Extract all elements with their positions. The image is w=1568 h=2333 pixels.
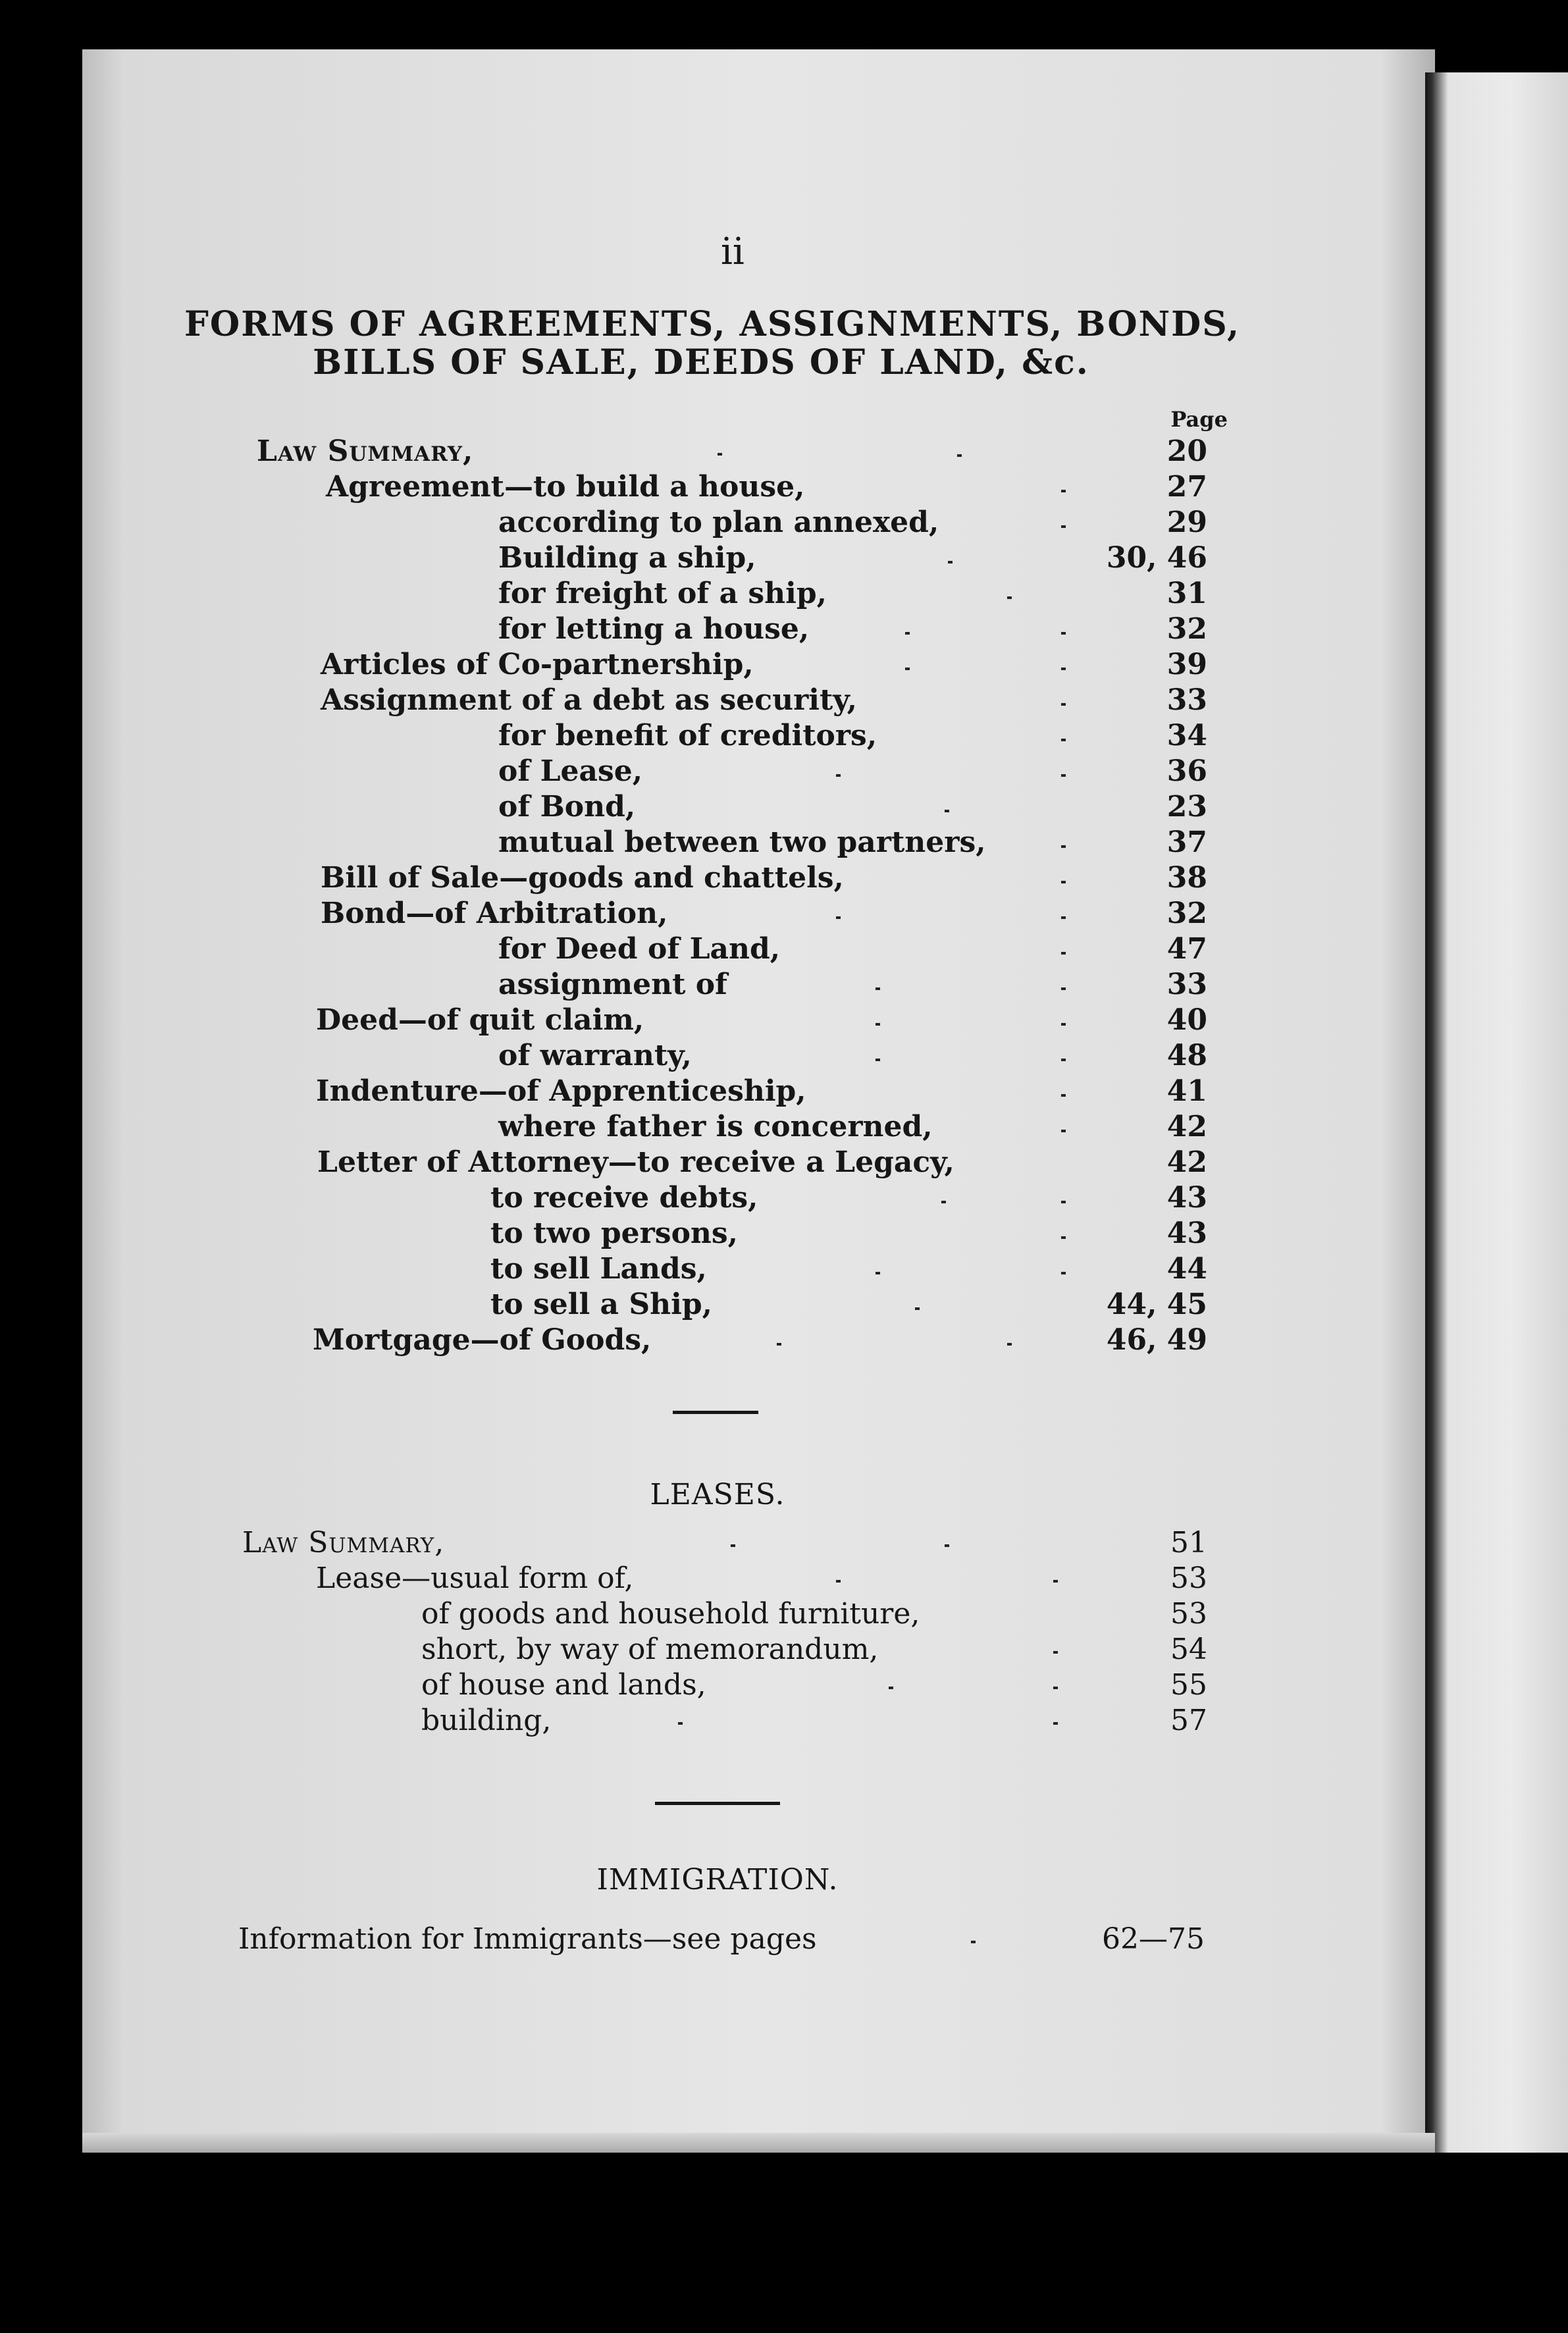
entry-label: Lease—usual form of, — [316, 1561, 634, 1595]
toc-entry — [0, 434, 1568, 470]
entry-label: mutual between two partners, — [498, 826, 986, 859]
entry-page: 32 — [1166, 897, 1207, 930]
entry-label: of Lease, — [498, 754, 643, 788]
entry-label: Assignment of a debt as security, — [321, 683, 857, 717]
entry-label: Information for Immigrants—see pages — [238, 1922, 817, 1956]
toc-entry — [0, 541, 1568, 577]
toc-entry — [0, 897, 1568, 932]
entry-page: 31 — [1166, 577, 1207, 610]
page-column-header: Page — [1170, 407, 1228, 432]
toc-entry — [0, 754, 1568, 790]
toc-entry — [0, 1668, 1568, 1704]
entry-page: 51 — [1170, 1526, 1207, 1560]
entry-page: 29 — [1166, 506, 1207, 539]
entry-label: Articles of Co-partnership, — [321, 648, 754, 681]
toc-entry — [0, 1252, 1568, 1288]
entry-page: 46, 49 — [1106, 1323, 1207, 1357]
toc-entry — [0, 719, 1568, 754]
entry-page: 44, 45 — [1106, 1288, 1207, 1321]
entry-page: 33 — [1166, 683, 1207, 717]
entry-page: 37 — [1166, 826, 1207, 859]
toc-entry — [0, 790, 1568, 826]
toc-entry — [0, 683, 1568, 719]
entry-page: 44 — [1166, 1252, 1207, 1286]
entry-page: 30, 46 — [1106, 541, 1207, 575]
entry-label: where father is concerned, — [498, 1110, 933, 1143]
toc-entry — [0, 1323, 1568, 1359]
page-bottom-shadow — [82, 2133, 1435, 2153]
entry-label: short, by way of memorandum, — [421, 1633, 879, 1666]
entry-page: 20 — [1166, 434, 1207, 468]
entry-label: for benefit of creditors, — [498, 719, 877, 752]
entry-page: 33 — [1166, 968, 1207, 1001]
toc-entry — [0, 1597, 1568, 1633]
toc-entry — [0, 826, 1568, 861]
section-title-line-2: BILLS OF SALE, DEEDS OF LAND, &c. — [313, 342, 1089, 382]
entry-label: Deed—of quit claim, — [316, 1003, 644, 1037]
entry-page: 42 — [1166, 1145, 1207, 1179]
entry-label: of warranty, — [498, 1039, 692, 1072]
entry-label: Law Summary, — [242, 1526, 445, 1560]
toc-entry — [0, 506, 1568, 541]
entry-page: 53 — [1170, 1561, 1207, 1595]
entry-page: 54 — [1170, 1633, 1207, 1666]
entry-page: 32 — [1166, 612, 1207, 646]
toc-entry — [0, 861, 1568, 897]
entry-label: Indenture—of Apprenticeship, — [316, 1074, 806, 1108]
entry-label: assignment of — [498, 968, 727, 1001]
entry-label: of goods and household furniture, — [421, 1597, 920, 1631]
toc-entry — [0, 1922, 1568, 1958]
entry-label: Mortgage—of Goods, — [313, 1323, 652, 1357]
entry-label: of Bond, — [498, 790, 636, 824]
toc-entry — [0, 1633, 1568, 1668]
section-title-line-1: FORMS OF AGREEMENTS, ASSIGNMENTS, BONDS, — [184, 304, 1241, 344]
toc-entry — [0, 1181, 1568, 1217]
toc-entry — [0, 1217, 1568, 1252]
entry-page: 43 — [1166, 1181, 1207, 1215]
toc-entry — [0, 932, 1568, 968]
entry-label: to two persons, — [490, 1217, 738, 1250]
entry-page: 23 — [1166, 790, 1207, 824]
entry-page: 48 — [1166, 1039, 1207, 1072]
entry-label: Letter of Attorney—to receive a Legacy, — [317, 1145, 954, 1179]
entry-label: Law Summary, — [257, 434, 474, 468]
entry-page: 39 — [1166, 648, 1207, 681]
toc-entry — [0, 612, 1568, 648]
entry-page: 41 — [1166, 1074, 1207, 1108]
toc-entry — [0, 470, 1568, 506]
entry-label: for letting a house, — [498, 612, 810, 646]
toc-entry — [0, 1288, 1568, 1323]
entry-page: 55 — [1170, 1668, 1207, 1702]
leases-heading: LEASES. — [650, 1478, 785, 1511]
toc-entry — [0, 1074, 1568, 1110]
toc-entry — [0, 577, 1568, 612]
toc-entry — [0, 1145, 1568, 1181]
toc-entry — [0, 1003, 1568, 1039]
section-divider — [673, 1411, 758, 1414]
entry-label: building, — [421, 1704, 552, 1737]
entry-label: for Deed of Land, — [498, 932, 781, 966]
entry-label: according to plan annexed, — [498, 506, 939, 539]
entry-page: 38 — [1166, 861, 1207, 895]
entry-label: to sell a Ship, — [490, 1288, 712, 1321]
entry-page: 42 — [1166, 1110, 1207, 1143]
entry-page: 40 — [1166, 1003, 1207, 1037]
entry-page: 43 — [1166, 1217, 1207, 1250]
immigration-heading: IMMIGRATION. — [596, 1863, 839, 1897]
entry-label: of house and lands, — [421, 1668, 706, 1702]
toc-entry — [0, 1039, 1568, 1074]
toc-entry — [0, 1526, 1568, 1561]
entry-label: Bond—of Arbitration, — [321, 897, 668, 930]
entry-label: Agreement—to build a house, — [326, 470, 805, 504]
entry-page: 36 — [1166, 754, 1207, 788]
entry-page: 27 — [1166, 470, 1207, 504]
section-divider — [655, 1802, 780, 1805]
entry-page: 47 — [1166, 932, 1207, 966]
toc-entry — [0, 1561, 1568, 1597]
page-number: ii — [721, 230, 745, 273]
entry-label: Building a ship, — [498, 541, 756, 575]
entry-page: 34 — [1166, 719, 1207, 752]
entry-label: for freight of a ship, — [498, 577, 827, 610]
toc-entry — [0, 1704, 1568, 1739]
entry-label: Bill of Sale—goods and chattels, — [321, 861, 844, 895]
entry-label: to receive debts, — [490, 1181, 758, 1215]
entry-page: 57 — [1170, 1704, 1207, 1737]
toc-entry — [0, 648, 1568, 683]
toc-entry — [0, 1110, 1568, 1145]
toc-entry — [0, 968, 1568, 1003]
entry-label: to sell Lands, — [490, 1252, 707, 1286]
entry-page: 53 — [1170, 1597, 1207, 1631]
entry-page: 62—75 — [1102, 1922, 1205, 1956]
